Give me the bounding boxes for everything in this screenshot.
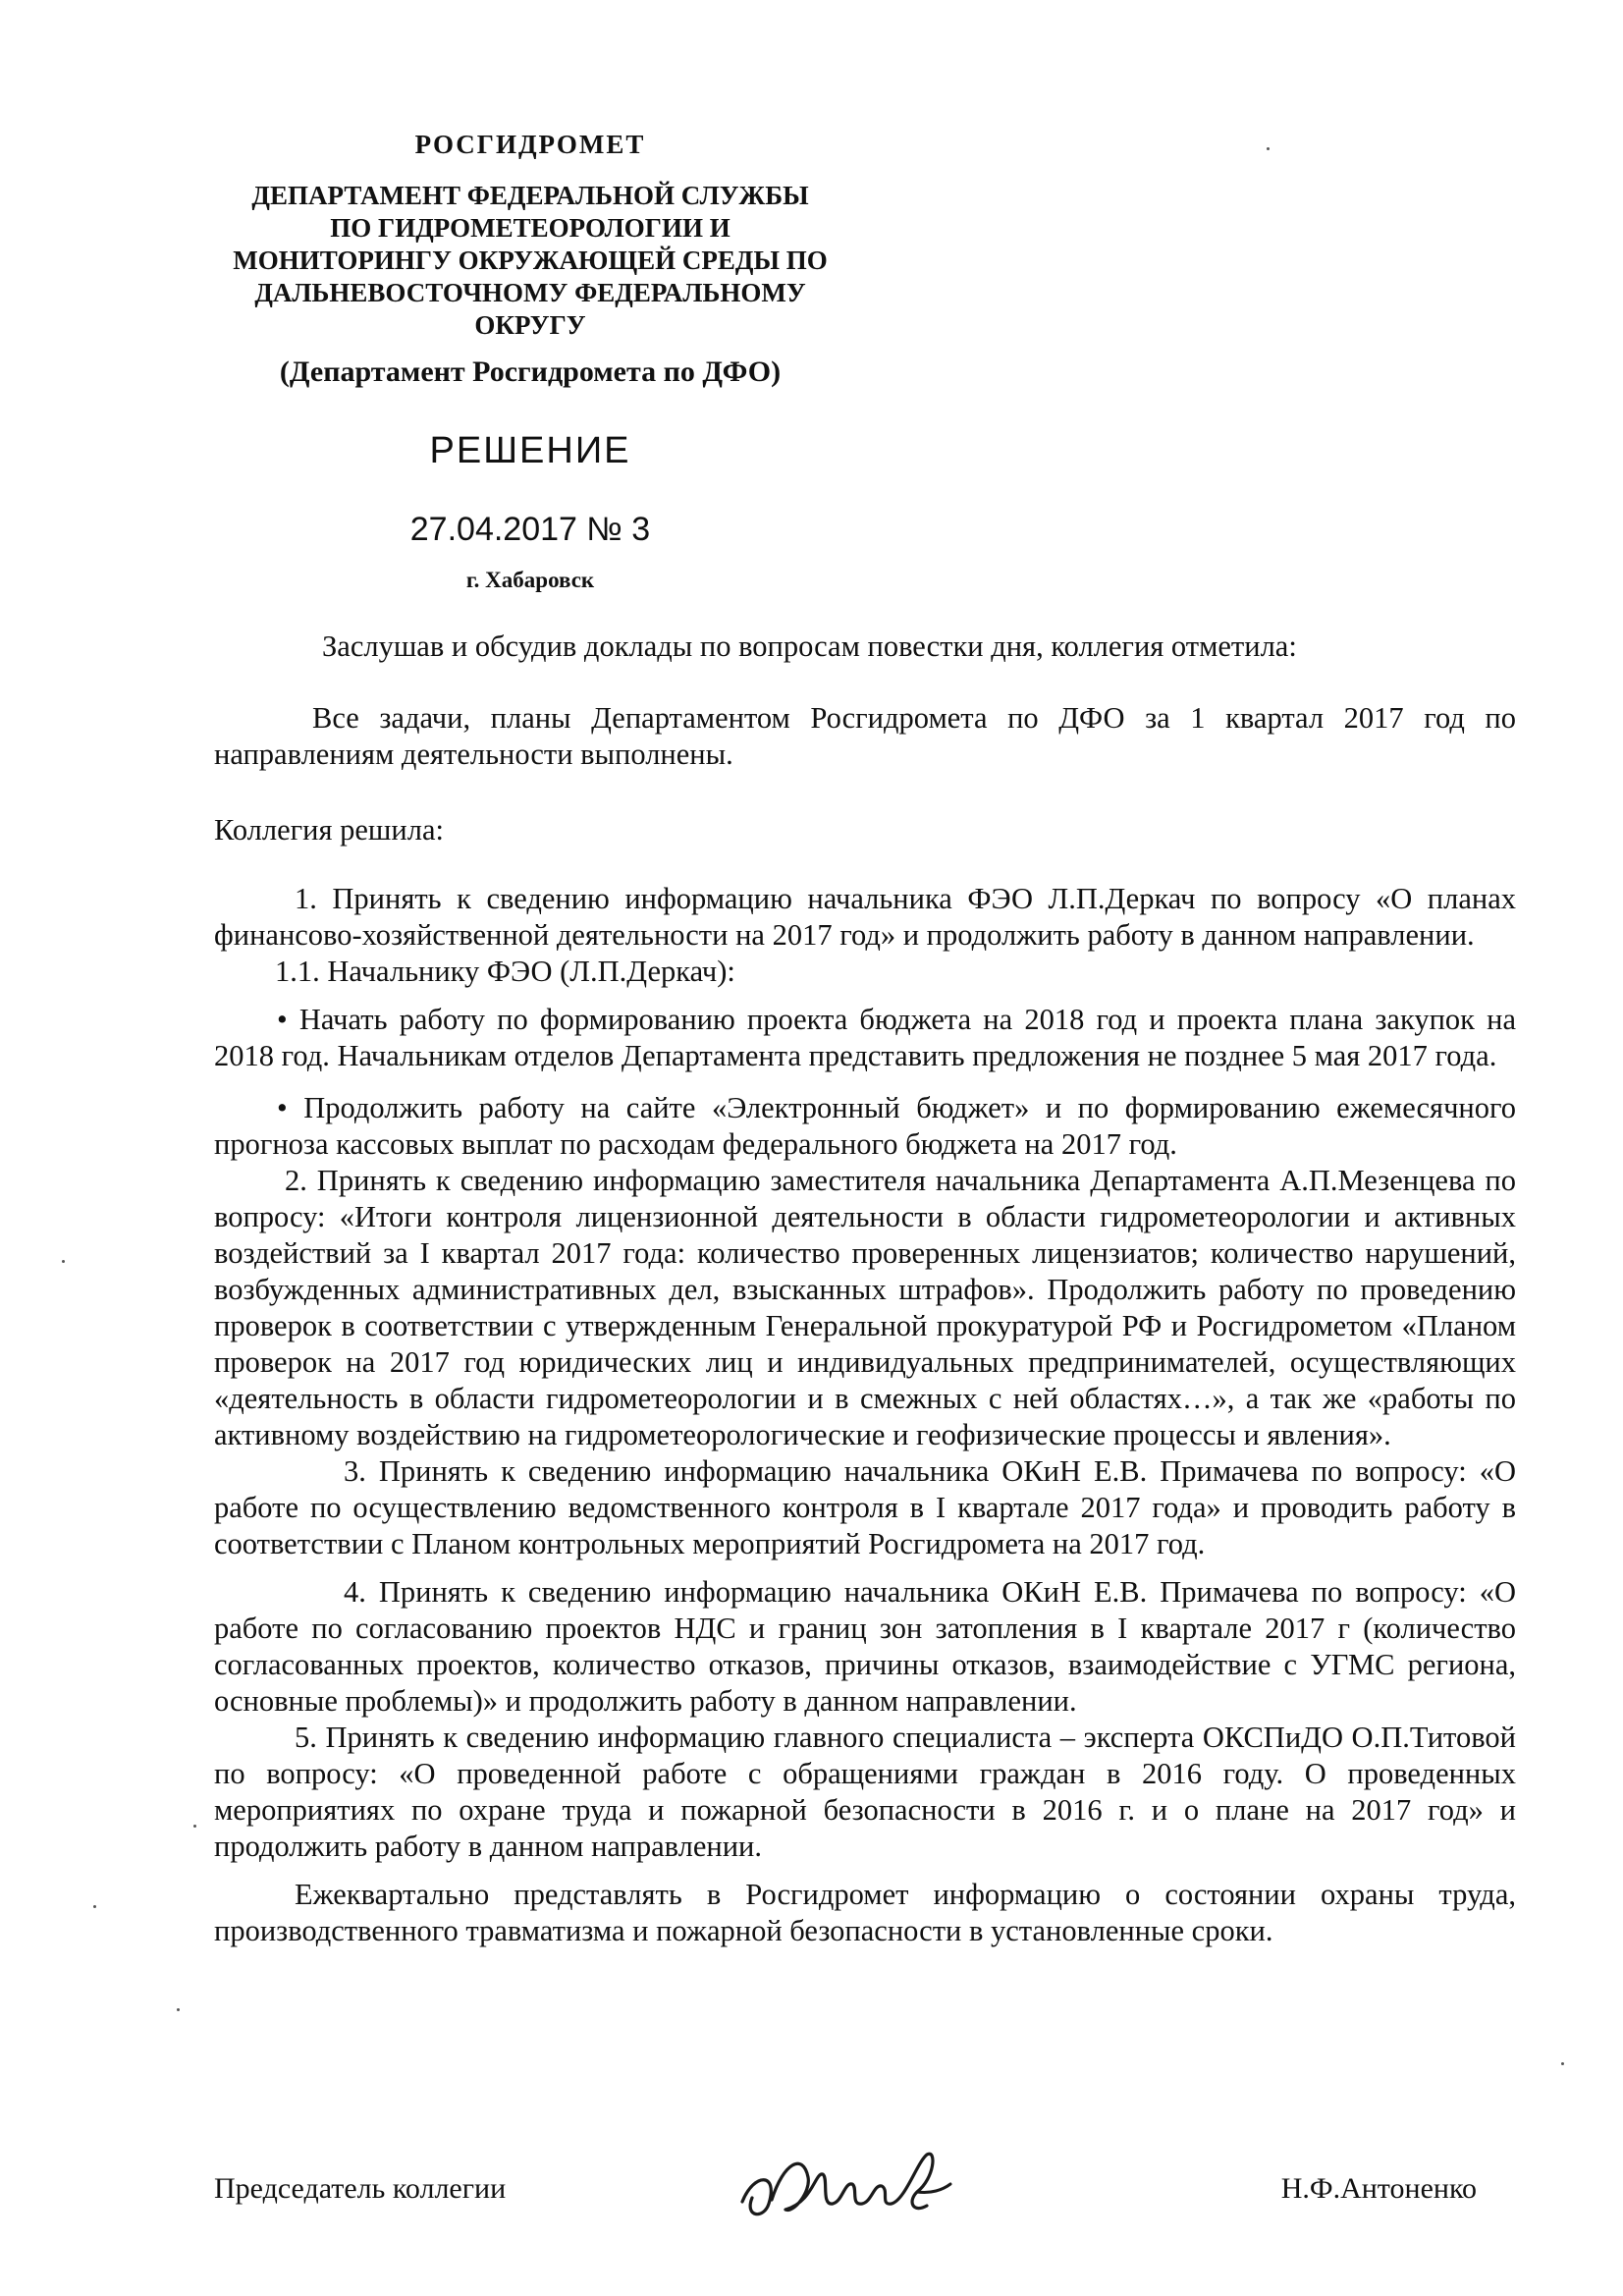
summary-paragraph: Все задачи, планы Департаментом Росгидромета по ДФО за 1 квартал 2017 год по направлениям деятельности выполнены. — [214, 701, 1516, 771]
intro-paragraph: Заслушав и обсудив доклады по вопросам повестки дня, коллегия отметила: — [322, 629, 1297, 663]
scan-speck — [193, 1825, 196, 1828]
decision-item-4: 4. Принять к сведению информацию начальника ОКиН Е.В. Примачева по вопросу: «О работе по согласованию проектов НДС и границ зон затопления в I квартале 2017 г (количество согласованных проектов, количество отказов, причины отказов, взаимодействие с УГМС региона, основные проблемы)» и продолжить работу в данном направлении. — [214, 1575, 1516, 1718]
scan-speck — [177, 2008, 180, 2011]
decided-heading: Коллегия решила: — [214, 813, 444, 847]
department-line: ДАЛЬНЕВОСТОЧНОМУ ФЕДЕРАЛЬНОМУ — [254, 278, 806, 307]
scan-speck — [1267, 147, 1270, 150]
decision-item-2: 2. Принять к сведению информацию заместителя начальника Департамента А.П.Мезенцева по вопросу: «Итоги контроля лицензионной деятельности в области гидрометеорологии и активных воздействий за I квартал 2017 года: количество проверенных лицензиатов; количество нарушений, возбужденных административных дел, взысканных штрафов». Продолжить работу по проведению проверок в соответствии с утвержденным Генеральной прокуратурой РФ и Росгидрометом «Планом проверок на 2017 год юридических лиц и индивидуальных предпринимателей, осуществляющих «деятельность в области гидрометеорологии и в смежных с ней областях…», а так же «работы по активному воздействию на гидрометеорологические и геофизические процессы и явления». — [214, 1164, 1516, 1451]
department-short-name: (Департамент Росгидромета по ДФО) — [279, 355, 782, 388]
closing-paragraph: Ежеквартально представлять в Росгидромет информацию о состоянии охраны труда, производственного травматизма и пожарной безопасности в установленные сроки. — [214, 1878, 1516, 1947]
department-line: ПО ГИДРОМЕТЕОРОЛОГИИ И — [330, 213, 730, 243]
decision-bullet-1: • Начать работу по формированию проекта бюджета на 2018 год и проекта плана закупок на 2018 год. Начальникам отделов Департамента представить предложения не позднее 5 мая 2017 года. — [214, 1003, 1516, 1072]
department-name — [216, 180, 844, 342]
scan-speck — [1561, 2062, 1564, 2065]
agency-name: РОСГИДРОМЕТ — [414, 130, 646, 159]
document-date-number: 27.04.2017 № 3 — [409, 511, 651, 548]
decision-bullet-2: • Продолжить работу на сайте «Электронный бюджет» и по формированию ежемесячного прогноза кассовых выплат по расходам федерального бюджета на 2017 год. — [214, 1091, 1516, 1161]
department-line: ОКРУГУ — [474, 310, 586, 340]
decision-item-3: 3. Принять к сведению информацию начальника ОКиН Е.В. Примачева по вопросу: «О работе по осуществлению ведомственного контроля в I квартале 2017 года» и проводить работу в соответствии с Планом контрольных мероприятий Росгидромета на 2017 год. — [214, 1454, 1516, 1560]
scan-speck — [93, 1905, 96, 1908]
department-line: МОНИТОРИНГУ ОКРУЖАЮЩЕЙ СРЕДЫ ПО — [233, 246, 828, 275]
scan-speck — [62, 1260, 65, 1263]
department-line: ДЕПАРТАМЕНТ ФЕДЕРАЛЬНОЙ СЛУЖБЫ — [251, 181, 809, 210]
handwritten-signature — [725, 2133, 980, 2241]
decision-item-5: 5. Принять к сведению информацию главного специалиста – эксперта ОКСПиДО О.П.Титовой по вопросу: «О проведенной работе с обращениями граждан в 2016 году. О проведенных мероприятиях по охране труда и пожарной безопасности в 2016 г. и о плане на 2017 год» и продолжить работу в данном направлении. — [214, 1721, 1516, 1863]
decision-item-1: 1. Принять к сведению информацию начальника ФЭО Л.П.Деркач по вопросу «О планах финансово-хозяйственной деятельности на 2017 год» и продолжить работу в данном направлении. — [214, 882, 1516, 952]
signature-row — [214, 2160, 1516, 2239]
document-city: г. Хабаровск — [465, 568, 595, 592]
document-type: РЕШЕНИЕ — [429, 430, 631, 471]
signatory-title: Председатель коллегии — [214, 2172, 507, 2205]
signatory-name: Н.Ф.Антоненко — [1280, 2172, 1477, 2205]
decision-item-1-1: 1.1. Начальнику ФЭО (Л.П.Деркач): — [275, 955, 735, 988]
document-body — [214, 629, 1516, 1949]
